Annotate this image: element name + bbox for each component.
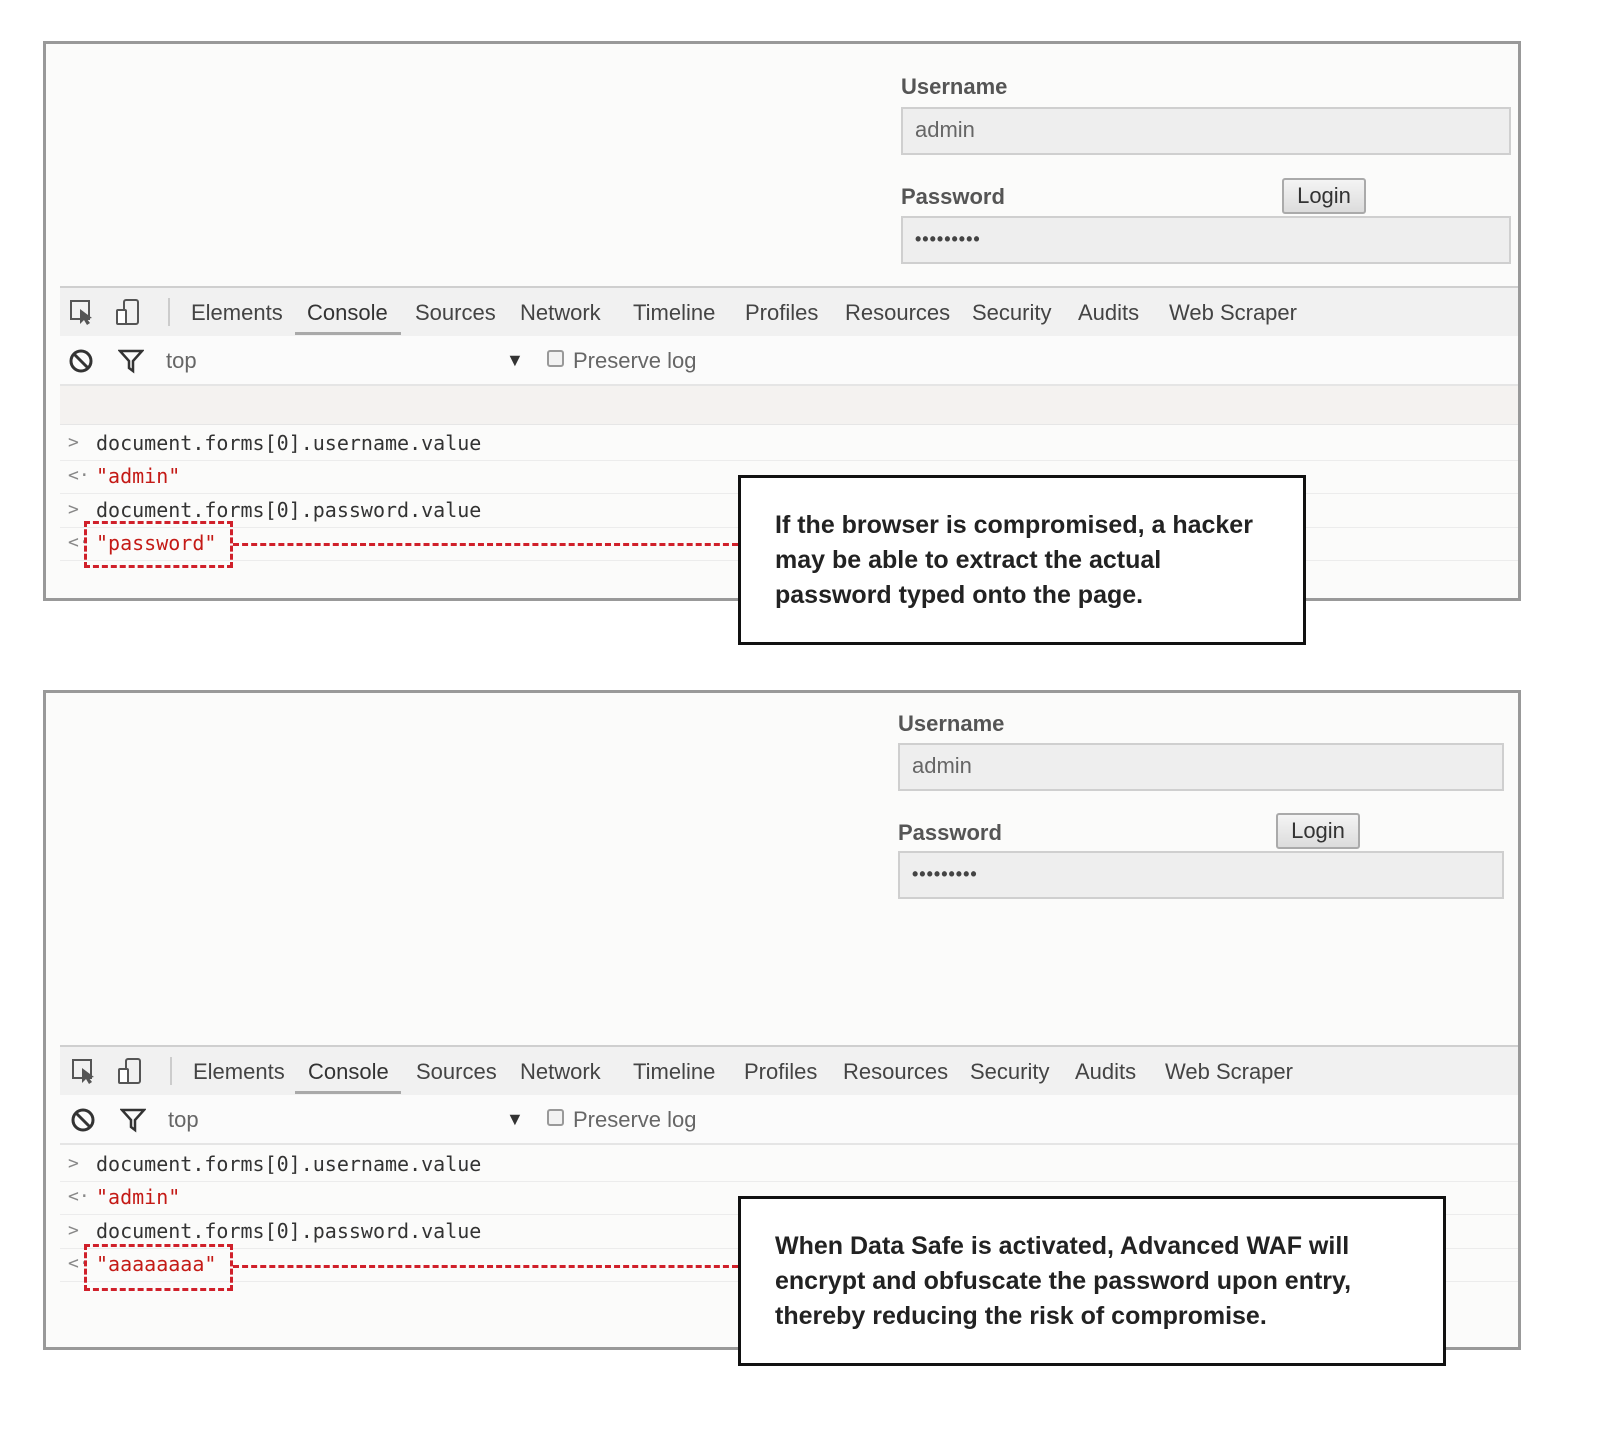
clear-console-icon[interactable] [68, 348, 94, 374]
context-select[interactable]: top [168, 1107, 199, 1132]
console-result-password: "aaaaaaaa" [96, 1252, 217, 1276]
tab-profiles[interactable]: Profiles [744, 1059, 818, 1084]
result-prompt-icon: <· [68, 532, 90, 553]
username-input[interactable]: admin [901, 107, 1511, 155]
password-label: Password [901, 184, 1005, 209]
login-button[interactable]: Login [1276, 813, 1360, 849]
console-empty-row [60, 386, 1518, 425]
tab-console[interactable]: Console [307, 300, 388, 325]
result-prompt-icon: <· [68, 465, 90, 486]
tab-security[interactable]: Security [972, 300, 1052, 325]
tab-elements[interactable]: Elements [191, 300, 283, 325]
input-prompt-icon: > [68, 432, 79, 453]
tab-elements[interactable]: Elements [193, 1059, 285, 1084]
inspect-element-icon[interactable] [68, 298, 96, 326]
filter-icon[interactable] [120, 1107, 146, 1133]
device-mode-icon[interactable] [114, 298, 142, 326]
inspect-element-icon[interactable] [70, 1057, 98, 1085]
console-input: document.forms[0].username.value [96, 431, 482, 455]
tab-audits[interactable]: Audits [1078, 300, 1140, 325]
filter-icon[interactable] [118, 348, 144, 374]
password-input[interactable]: ••••••••• [901, 216, 1511, 264]
callout-connector [233, 1265, 738, 1268]
password-label: Password [898, 820, 1002, 845]
chevron-down-icon[interactable]: ▼ [506, 1109, 524, 1129]
tab-resources[interactable]: Resources [843, 1059, 949, 1084]
tab-network[interactable]: Network [520, 300, 601, 325]
devtools-tabbar [60, 286, 1518, 338]
clear-console-icon[interactable] [70, 1107, 96, 1133]
preserve-log-checkbox[interactable] [547, 1109, 564, 1126]
username-label: Username [898, 711, 1005, 736]
devtools-tabbar [60, 1045, 1518, 1097]
toolbar-divider [168, 298, 170, 326]
tab-sources[interactable]: Sources [415, 300, 496, 325]
input-prompt-icon: > [68, 1153, 79, 1174]
tab-timeline[interactable]: Timeline [633, 1059, 716, 1084]
preserve-log-label: Preserve log [573, 348, 697, 373]
console-input: document.forms[0].username.value [96, 1152, 482, 1176]
preserve-log-label: Preserve log [573, 1107, 697, 1132]
password-highlight-box [84, 1244, 233, 1291]
input-prompt-icon: > [68, 499, 79, 520]
input-prompt-icon: > [68, 1220, 79, 1241]
tab-web-scraper[interactable]: Web Scraper [1169, 300, 1297, 325]
password-highlight-box [84, 521, 233, 568]
console-filterbar [60, 336, 1518, 386]
tab-profiles[interactable]: Profiles [745, 300, 819, 325]
callout-connector [233, 543, 738, 546]
toolbar-divider [170, 1057, 172, 1085]
tab-resources[interactable]: Resources [845, 300, 951, 325]
tab-console[interactable]: Console [308, 1059, 389, 1084]
console-line [60, 1149, 1518, 1182]
tab-timeline[interactable]: Timeline [633, 300, 716, 325]
tab-security[interactable]: Security [970, 1059, 1050, 1084]
preserve-log-checkbox[interactable] [547, 350, 564, 367]
username-input[interactable]: admin [898, 743, 1504, 791]
result-prompt-icon: <· [68, 1253, 90, 1274]
callout-box: If the browser is compromised, a hacker may be able to extract the actual password typed onto the page. [738, 475, 1306, 645]
console-line [60, 428, 1518, 461]
console-result: "admin" [96, 464, 181, 488]
console-filterbar [60, 1095, 1518, 1145]
active-tab-indicator [295, 332, 401, 335]
console-result-password: "password" [96, 531, 217, 555]
device-mode-icon[interactable] [116, 1057, 144, 1085]
username-label: Username [901, 74, 1008, 99]
login-button[interactable]: Login [1282, 178, 1366, 214]
result-prompt-icon: <· [68, 1186, 90, 1207]
password-input[interactable]: ••••••••• [898, 851, 1504, 899]
chevron-down-icon[interactable]: ▼ [506, 350, 524, 370]
context-select[interactable]: top [166, 348, 197, 373]
tab-network[interactable]: Network [520, 1059, 601, 1084]
console-input: document.forms[0].password.value [96, 1219, 482, 1243]
callout-box: When Data Safe is activated, Advanced WAF will encrypt and obfuscate the password upon entry, thereby reducing the risk of compromise. [738, 1196, 1446, 1366]
tab-web-scraper[interactable]: Web Scraper [1165, 1059, 1293, 1084]
tab-audits[interactable]: Audits [1075, 1059, 1137, 1084]
active-tab-indicator [295, 1091, 401, 1094]
console-input: document.forms[0].password.value [96, 498, 482, 522]
console-result: "admin" [96, 1185, 181, 1209]
tab-sources[interactable]: Sources [416, 1059, 497, 1084]
